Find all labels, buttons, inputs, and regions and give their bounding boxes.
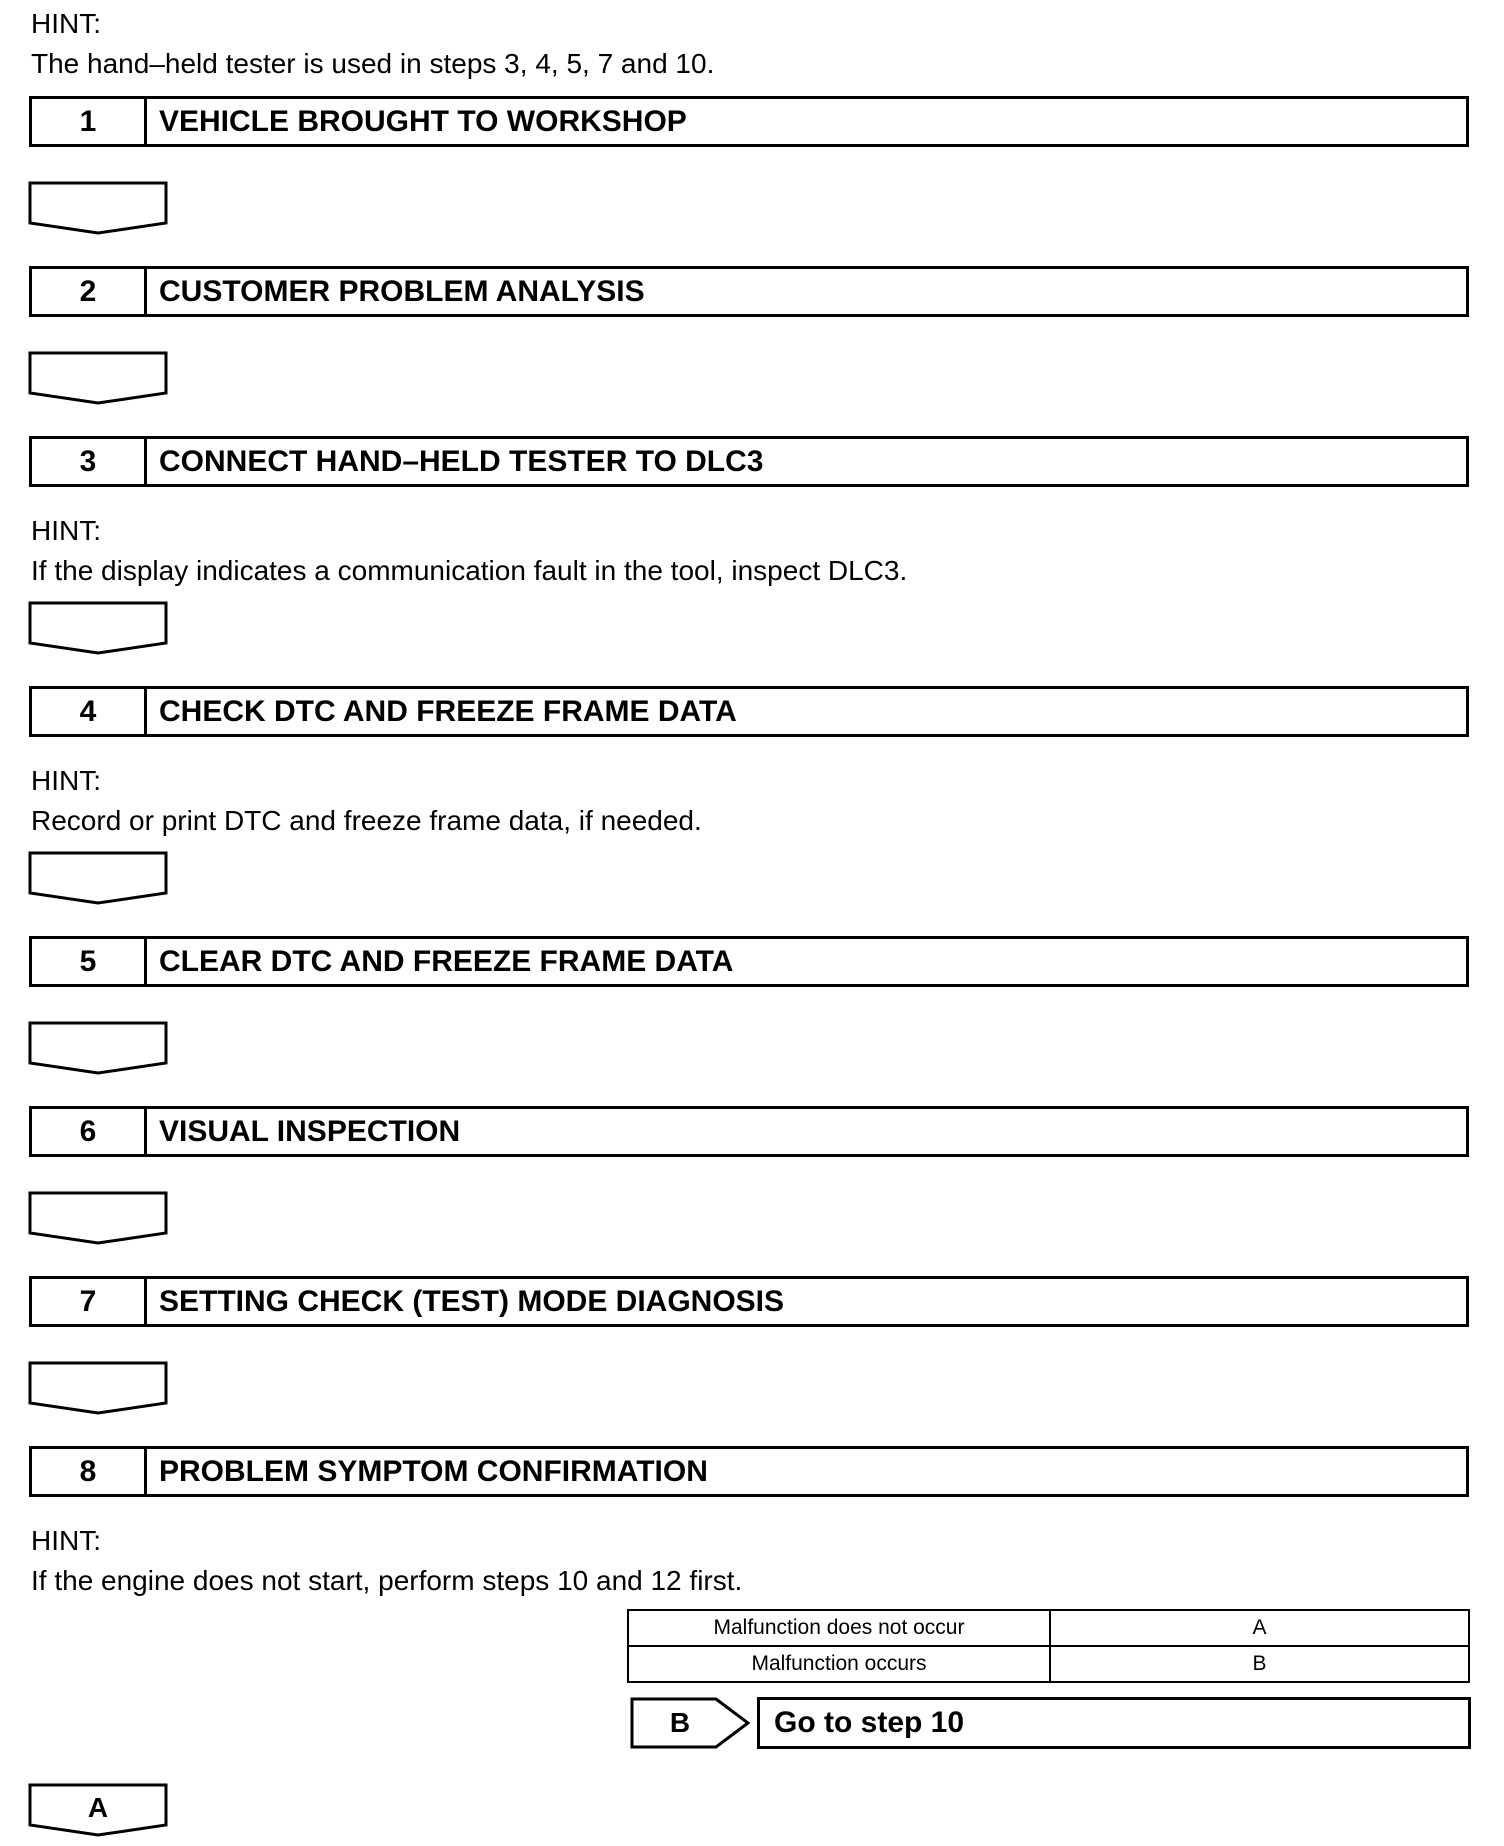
table-row <box>628 1610 1469 1646</box>
step-title: VEHICLE BROUGHT TO WORKSHOP <box>159 105 687 138</box>
step-4-box <box>29 686 1469 737</box>
result-cell: A <box>1050 1610 1469 1646</box>
goto-step-text: Go to step 10 <box>774 1706 965 1739</box>
step-5-box <box>29 936 1469 987</box>
step-number: 3 <box>32 439 147 484</box>
branch-tag-label: B <box>669 1707 691 1738</box>
flow-arrow-icon <box>28 1191 168 1245</box>
step-6-box <box>29 1106 1469 1157</box>
step-number: 6 <box>32 1109 147 1154</box>
step-3-hint-text: If the display indicates a communication fault in the tool, inspect DLC3. <box>31 555 908 586</box>
goto-step-box <box>757 1697 1471 1749</box>
step-title: SETTING CHECK (TEST) MODE DIAGNOSIS <box>159 1285 785 1318</box>
step-number: 5 <box>32 939 147 984</box>
flow-arrow-icon <box>28 1021 168 1075</box>
table-row <box>628 1646 1469 1682</box>
step-number: 7 <box>32 1279 147 1324</box>
step-title: CONNECT HAND–HELD TESTER TO DLC3 <box>159 445 764 478</box>
condition-cell: Malfunction occurs <box>628 1646 1050 1682</box>
step-title: CUSTOMER PROBLEM ANALYSIS <box>159 275 645 308</box>
step-8-box <box>29 1446 1469 1497</box>
step-title: CHECK DTC AND FREEZE FRAME DATA <box>159 695 737 728</box>
branch-b-tag <box>630 1697 750 1749</box>
condition-cell: Malfunction does not occur <box>628 1610 1050 1646</box>
result-cell: B <box>1050 1646 1469 1682</box>
intro-hint-text: The hand–held tester is used in steps 3, 4, 5, 7 and 10. <box>31 48 715 79</box>
step-title: CLEAR DTC AND FREEZE FRAME DATA <box>159 945 734 978</box>
step-8-hint-label: HINT: <box>31 1525 101 1556</box>
step-2-box <box>29 266 1469 317</box>
step-4-hint-text: Record or print DTC and freeze frame data, if needed. <box>31 805 702 836</box>
flow-arrow-icon <box>28 601 168 655</box>
step-8-hint-text: If the engine does not start, perform steps 10 and 12 first. <box>31 1565 743 1596</box>
step-title: VISUAL INSPECTION <box>159 1115 461 1148</box>
intro-hint-label: HINT: <box>31 8 101 39</box>
step-title: PROBLEM SYMPTOM CONFIRMATION <box>159 1455 708 1488</box>
step-1-box <box>29 96 1469 147</box>
flow-arrow-icon <box>28 851 168 905</box>
step-number: 4 <box>32 689 147 734</box>
step-3-hint-label: HINT: <box>31 515 101 546</box>
result-table <box>627 1609 1470 1683</box>
step-number: 1 <box>32 99 147 144</box>
flow-arrow-label: A <box>87 1792 109 1823</box>
flow-arrow-icon <box>28 1361 168 1415</box>
flow-arrow-icon <box>28 351 168 405</box>
step-number: 2 <box>32 269 147 314</box>
step-7-box <box>29 1276 1469 1327</box>
step-4-hint-label: HINT: <box>31 765 101 796</box>
flow-arrow-a <box>28 1783 168 1837</box>
step-3-box <box>29 436 1469 487</box>
flow-arrow-icon <box>28 181 168 235</box>
step-number: 8 <box>32 1449 147 1494</box>
